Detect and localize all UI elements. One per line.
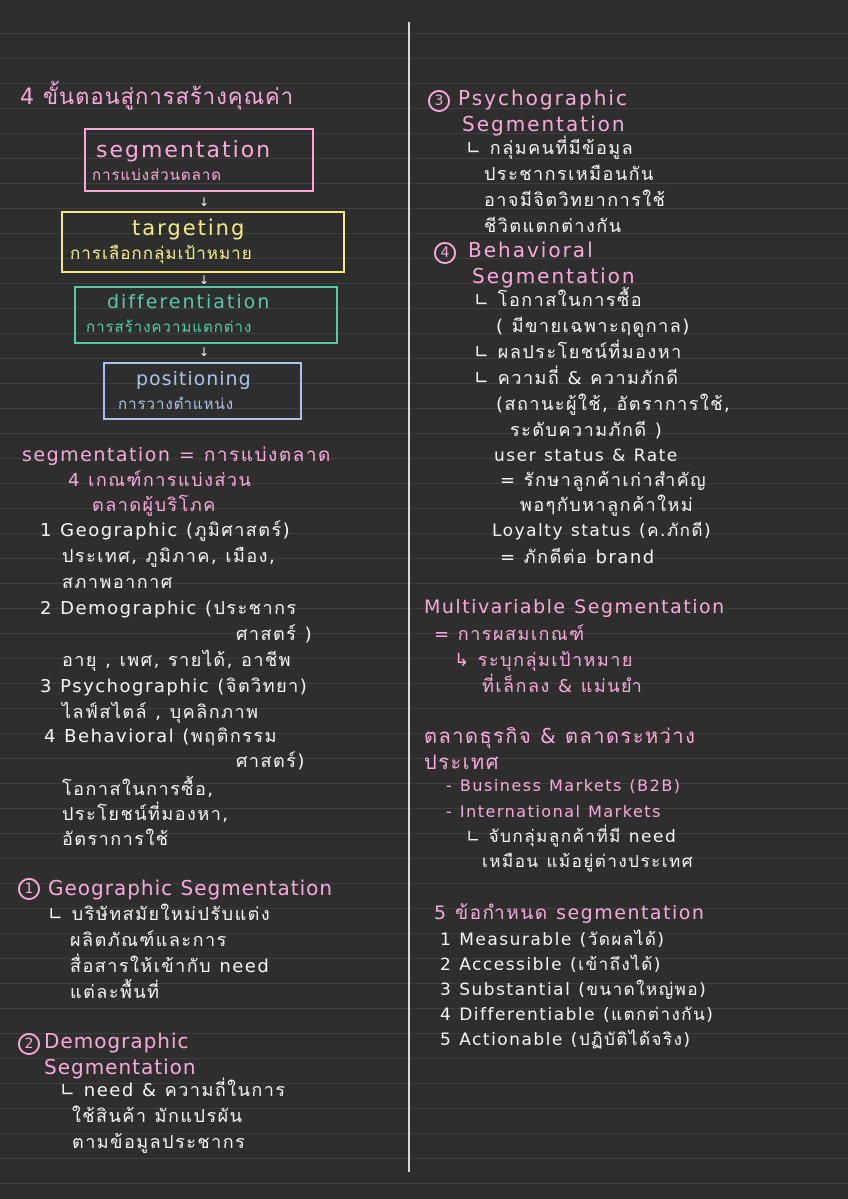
demographic-title: Segmentation (44, 1055, 197, 1079)
geographic-title: Geographic Segmentation (48, 876, 334, 900)
psychographic-line: อาจมีจิตวิทยาการใช้ (484, 190, 667, 211)
behavioral-title: Segmentation (472, 264, 637, 288)
criteria-4-title: 4 Behavioral (พฤติกรรม (44, 726, 278, 747)
criteria-1-detail: ประเทศ, ภูมิภาค, เมือง, (62, 546, 277, 567)
behavioral-line: ∟ ความถี่ & ความภักดี (474, 368, 680, 389)
down-arrow-icon: ↓ (199, 195, 210, 209)
criteria-3-title: 3 Psychographic (จิตวิทยา) (40, 676, 309, 697)
criteria-4-detail: อัตราการใช้ (62, 829, 170, 850)
behavioral-line: (สถานะผู้ใช้, อัตราการใช้, (496, 394, 732, 415)
requirement-item: 4 Differentiable (แตกต่างกัน) (440, 1005, 715, 1025)
demographic-line: ใช้สินค้า มักแปรผัน (72, 1106, 244, 1127)
behavioral-line: ∟ ผลประโยชน์ที่มองหา (474, 342, 683, 363)
geographic-line: ผลิตภัณฑ์และการ (70, 930, 228, 951)
behavioral-line: = ภักดีต่อ brand (500, 547, 656, 568)
criteria-4-detail: ศาสตร์) (236, 751, 306, 772)
requirements-title: 5 ข้อกำหนด segmentation (434, 902, 706, 924)
multivariable-line: ที่เล็กลง & แม่นยำ (482, 676, 644, 697)
behavioral-line: ∟ โอกาสในการซื้อ (474, 290, 644, 311)
segmentation-definition: segmentation = การแบ่งตลาด (22, 444, 332, 466)
demographic-line: ตามข้อมูลประชากร (72, 1132, 247, 1153)
criteria-2-title: 2 Demographic (ประชากร (40, 598, 298, 619)
step-4-en: positioning (136, 368, 252, 390)
down-arrow-icon: ↓ (199, 273, 210, 287)
criteria-3-detail: ไลฟ์สไตล์ , บุคลิกภาพ (62, 702, 260, 723)
psychographic-title: Psychographic (458, 86, 629, 110)
requirement-item: 3 Substantial (ขนาดใหญ่พอ) (440, 980, 708, 1000)
behavioral-line: พอๆกับหาลูกค้าใหม่ (520, 495, 695, 516)
geographic-line: สื่อสารให้เข้ากับ need (70, 956, 271, 977)
page-title: 4 ขั้นตอนสู่การสร้างคุณค่า (20, 85, 295, 110)
geographic-line: แต่ละพื้นที่ (70, 982, 161, 1003)
behavioral-line: Loyalty status (ค.ภักดี) (492, 521, 713, 541)
step-1-en: segmentation (96, 138, 273, 163)
demographic-title: Demographic (44, 1029, 190, 1053)
section-number-1: 1 (18, 878, 40, 900)
markets-line: เหมือน แม้อยู่ต่างประเทศ (482, 852, 695, 872)
multivariable-title: Multivariable Segmentation (424, 596, 726, 618)
multivariable-line: = การผสมเกณฑ์ (434, 624, 586, 645)
psychographic-line: ชีวิตแตกต่างกัน (484, 216, 623, 237)
criteria-4-detail: โอกาสในการซื้อ, (62, 779, 215, 800)
behavioral-title: Behavioral (468, 238, 595, 262)
behavioral-line: ( มีขายเฉพาะฤดูกาล) (496, 316, 691, 337)
step-3-th: การสร้างความแตกต่าง (86, 318, 253, 336)
requirement-item: 1 Measurable (วัดผลได้) (440, 930, 666, 950)
geographic-line: ∟ บริษัทสมัยใหม่ปรับแต่ง (48, 904, 272, 925)
markets-title: ประเทศ (424, 750, 500, 774)
column-divider (408, 22, 410, 1172)
criteria-heading-line-1: 4 เกณฑ์การแบ่งส่วน (68, 470, 253, 491)
requirement-item: 5 Actionable (ปฏิบัติได้จริง) (440, 1030, 692, 1050)
markets-item: - International Markets (446, 802, 662, 821)
behavioral-line: user status & Rate (494, 446, 679, 466)
demographic-line: ∟ need & ความถี่ในการ (60, 1080, 287, 1101)
section-number-2: 2 (18, 1033, 40, 1055)
psychographic-line: ประชากรเหมือนกัน (484, 164, 655, 185)
psychographic-line: ∟ กลุ่มคนที่มีข้อมูล (466, 138, 635, 159)
down-arrow-icon: ↓ (199, 345, 210, 359)
requirement-item: 2 Accessible (เข้าถึงได้) (440, 955, 662, 975)
criteria-4-detail: ประโยชน์ที่มองหา, (62, 804, 230, 825)
multivariable-line: ↳ ระบุกลุ่มเป้าหมาย (454, 650, 634, 671)
criteria-1-title: 1 Geographic (ภูมิศาสตร์) (40, 520, 292, 541)
section-number-4: 4 (434, 242, 456, 264)
criteria-2-detail: อายุ , เพศ, รายได้, อาชีพ (62, 650, 293, 671)
step-2-en: targeting (132, 216, 247, 240)
criteria-heading-line-2: ตลาดผู้บริโภค (92, 495, 217, 516)
behavioral-line: ระดับความภักดี ) (510, 420, 664, 441)
step-3-en: differentiation (107, 291, 272, 313)
psychographic-title: Segmentation (462, 112, 627, 136)
step-1-th: การแบ่งส่วนตลาด (92, 166, 223, 184)
section-number-3: 3 (428, 90, 450, 112)
markets-item: - Business Markets (B2B) (446, 776, 682, 795)
markets-line: ∟ จับกลุ่มลูกค้าที่มี need (466, 827, 678, 847)
criteria-2-detail: ศาสตร์ ) (236, 624, 314, 645)
behavioral-line: = รักษาลูกค้าเก่าสำคัญ (500, 470, 708, 491)
criteria-1-detail: สภาพอากาศ (62, 572, 174, 593)
step-2-th: การเลือกกลุ่มเป้าหมาย (70, 244, 253, 264)
step-4-th: การวางตำแหน่ง (118, 395, 235, 413)
markets-title: ตลาดธุรกิจ & ตลาดระหว่าง (424, 724, 697, 748)
